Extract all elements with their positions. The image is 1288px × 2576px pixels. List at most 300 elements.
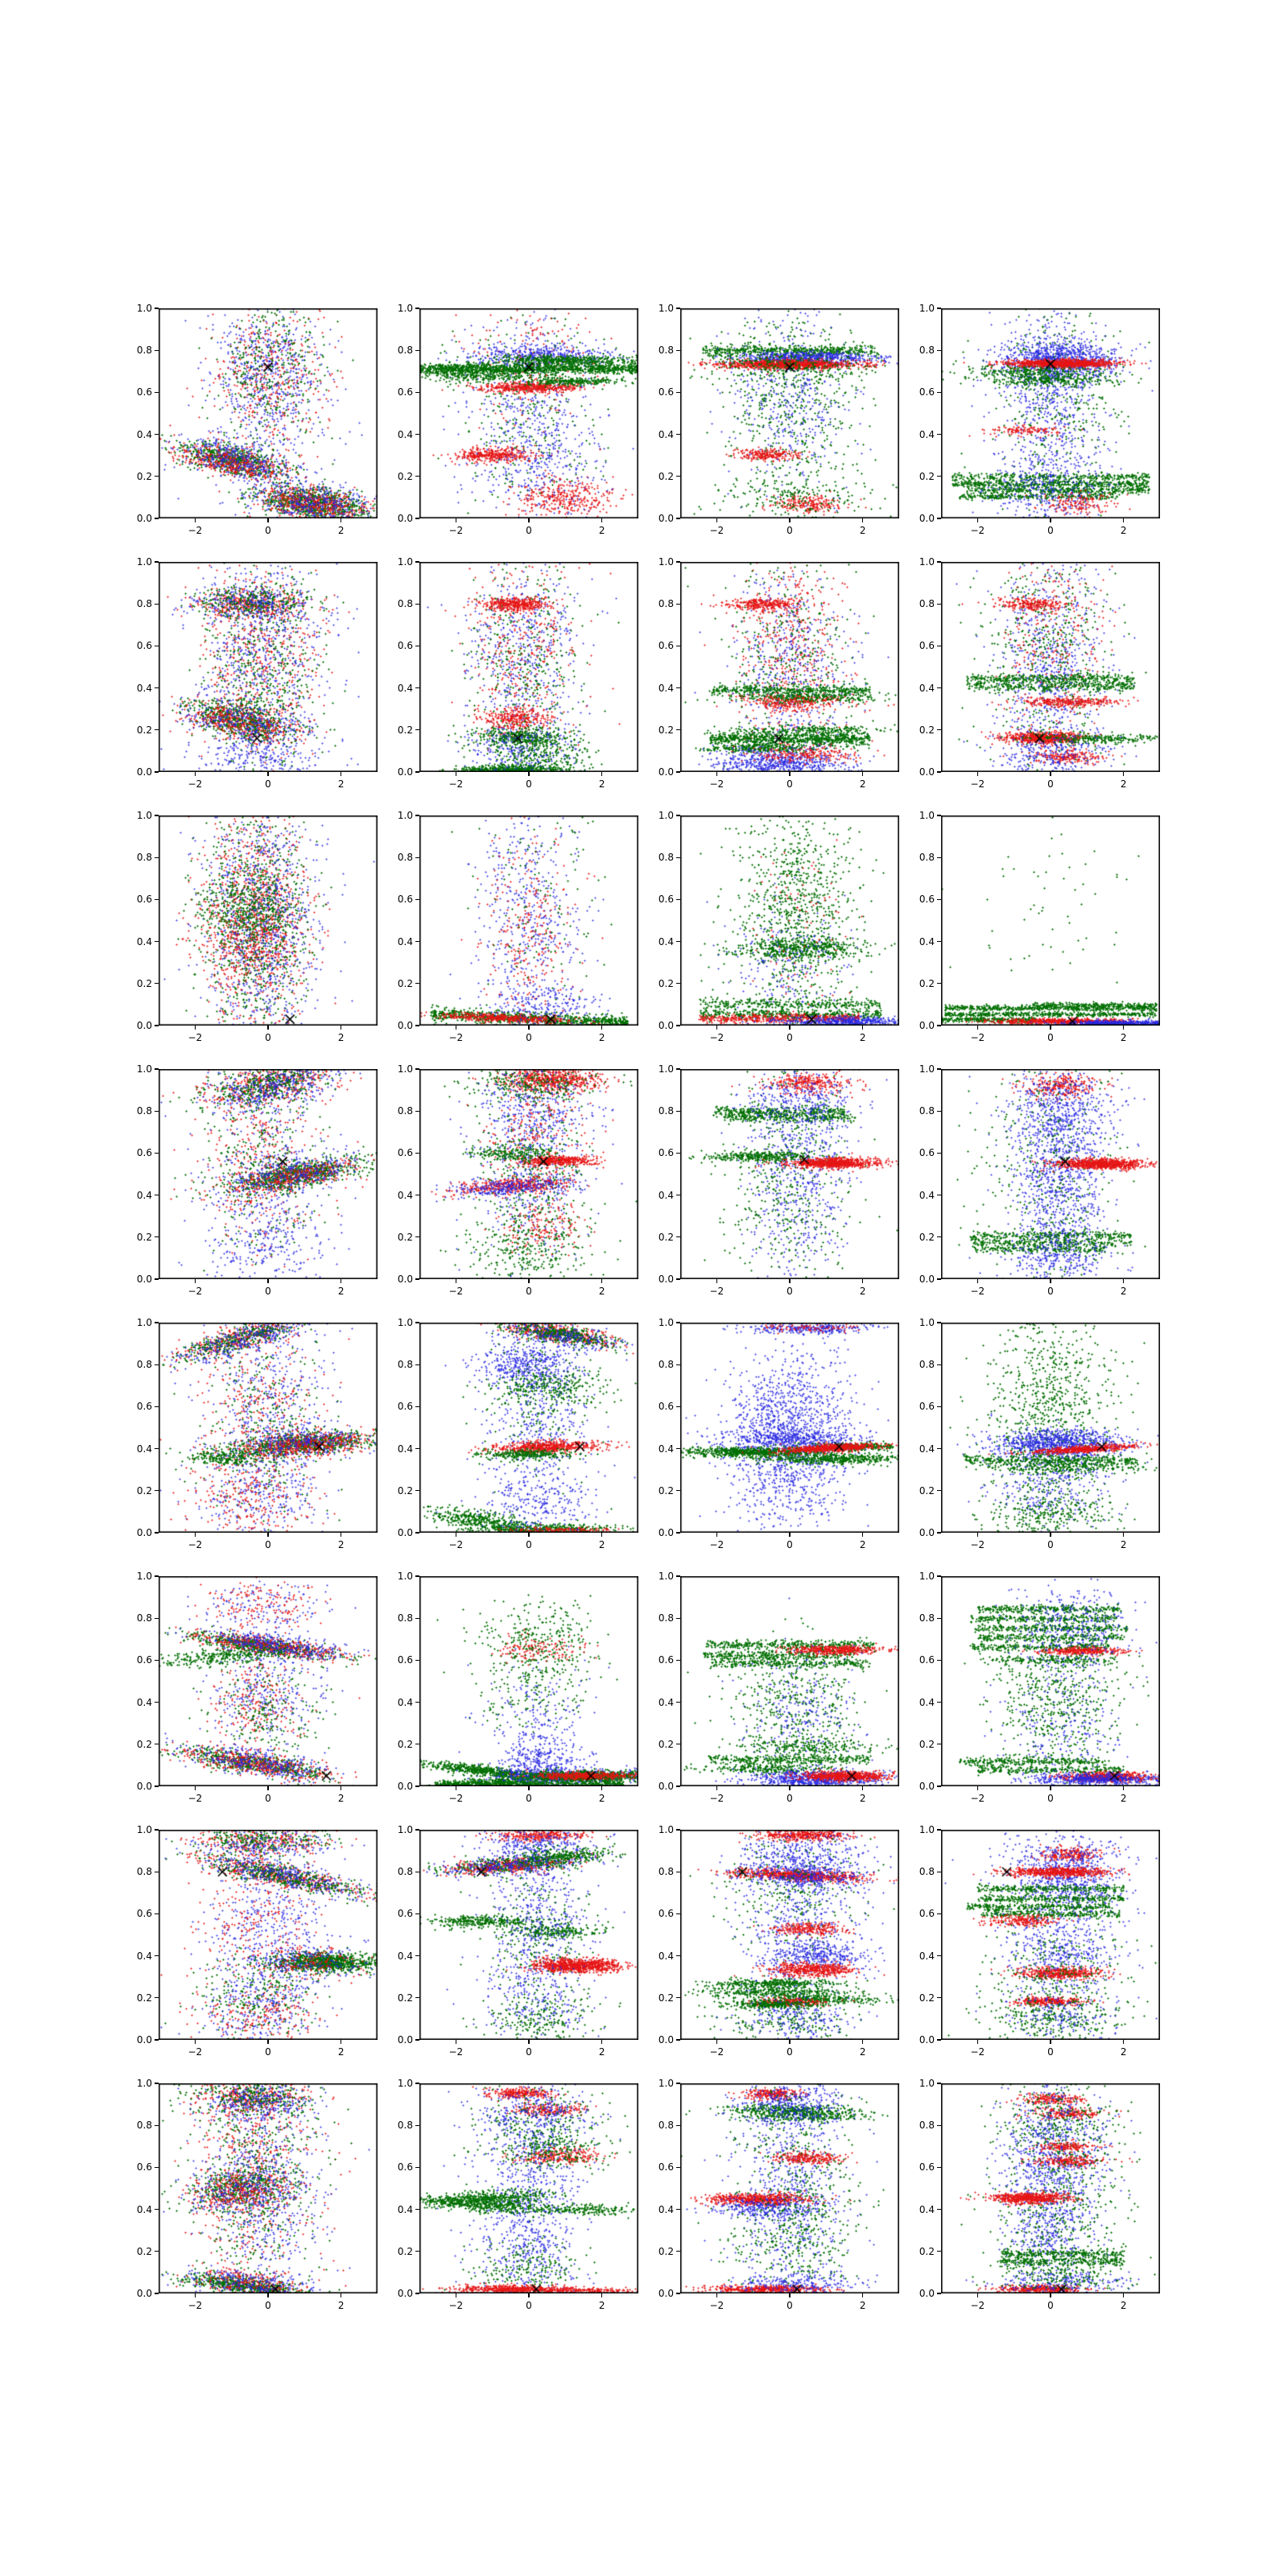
- x-tick: [267, 2293, 268, 2297]
- y-tick-label: 0.2: [658, 470, 674, 482]
- x-tick: [601, 1026, 602, 1030]
- y-tick: [676, 2039, 680, 2040]
- y-tick-label: 0.2: [397, 1484, 413, 1496]
- y-tick-label: 0.2: [919, 1231, 935, 1243]
- x-tick-label: −2: [709, 525, 724, 536]
- y-tick-label: 0.0: [397, 1527, 413, 1538]
- y-tick-label: 0.8: [658, 345, 674, 357]
- x-tick: [716, 2040, 717, 2044]
- y-tick: [415, 1490, 419, 1491]
- y-tick: [676, 1702, 680, 1703]
- y-tick-label: 0.2: [136, 1738, 152, 1750]
- x-tick-label: 0: [1047, 778, 1054, 790]
- subplot-r6c1: [136, 1571, 378, 1804]
- y-tick-label: 0.6: [136, 1908, 152, 1920]
- x-tick-label: −2: [188, 1793, 203, 1804]
- x-tick: [862, 1533, 863, 1537]
- x-tick-label: −2: [709, 1539, 724, 1550]
- scatter-canvas: [159, 2083, 378, 2293]
- y-tick-label: 0.6: [136, 1147, 152, 1159]
- y-tick-label: 0.6: [658, 386, 674, 398]
- y-tick-label: 0.4: [397, 428, 413, 440]
- y-tick: [937, 1913, 941, 1914]
- y-tick: [415, 2167, 419, 2168]
- y-tick-label: 0.0: [136, 766, 152, 778]
- x-tick-label: 0: [786, 1539, 793, 1550]
- x-tick: [601, 1279, 602, 1283]
- y-tick: [155, 1068, 159, 1069]
- x-tick: [195, 2293, 196, 2297]
- y-tick-label: 0.6: [397, 894, 413, 906]
- y-tick: [676, 392, 680, 393]
- x-tick: [716, 2293, 717, 2297]
- y-tick: [937, 1702, 941, 1703]
- x-tick-label: 2: [598, 1793, 605, 1804]
- x-tick-label: −2: [448, 1032, 464, 1043]
- x-tick-label: 2: [859, 2300, 866, 2311]
- y-tick-label: 0.2: [397, 1231, 413, 1243]
- y-tick-label: 0.6: [136, 1654, 152, 1666]
- y-tick-label: 0.8: [919, 1866, 935, 1878]
- x-tick-label: 2: [1120, 2046, 1127, 2058]
- subplot-r2c2: [397, 556, 638, 790]
- x-tick-label: 0: [526, 1032, 532, 1043]
- scatter-canvas: [419, 815, 638, 1026]
- y-tick-label: 0.8: [919, 852, 935, 864]
- y-tick-label: 0.8: [397, 2120, 413, 2132]
- x-tick-label: −2: [188, 778, 203, 790]
- y-tick-label: 1.0: [397, 1063, 413, 1075]
- x-tick: [528, 2293, 529, 2297]
- y-tick-label: 1.0: [658, 1571, 674, 1582]
- scatter-canvas: [159, 1830, 378, 2040]
- x-tick: [1123, 2293, 1124, 2297]
- x-tick-label: −2: [448, 778, 464, 790]
- scatter-canvas: [159, 815, 378, 1026]
- x-tick-label: 0: [786, 2046, 793, 2058]
- y-tick: [676, 1785, 680, 1786]
- y-tick: [415, 350, 419, 351]
- y-tick: [676, 1153, 680, 1154]
- y-tick: [415, 1785, 419, 1786]
- y-tick-label: 0.4: [136, 1696, 152, 1708]
- y-tick-label: 1.0: [919, 1063, 935, 1075]
- y-tick: [415, 729, 419, 730]
- y-tick-label: 0.0: [919, 1781, 935, 1792]
- x-tick-label: 2: [859, 1032, 866, 1043]
- x-tick: [528, 772, 529, 776]
- y-tick: [937, 392, 941, 393]
- y-tick: [676, 2209, 680, 2210]
- x-tick-label: 2: [337, 1032, 345, 1043]
- y-tick: [415, 2125, 419, 2126]
- x-tick-label: −2: [448, 2046, 464, 2058]
- y-tick-label: 0.0: [658, 1020, 674, 1031]
- scatter-canvas: [941, 1069, 1160, 1279]
- y-tick: [415, 1111, 419, 1112]
- y-tick-label: 0.8: [397, 852, 413, 864]
- x-tick-label: −2: [970, 2300, 985, 2311]
- x-tick-label: 0: [786, 778, 793, 790]
- y-tick: [415, 941, 419, 942]
- y-tick: [937, 1785, 941, 1786]
- y-tick-label: 0.4: [919, 428, 935, 440]
- x-tick-label: −2: [709, 1032, 724, 1043]
- y-tick: [676, 561, 680, 562]
- y-tick-label: 1.0: [658, 2078, 674, 2089]
- subplot-r5c1: [136, 1317, 378, 1550]
- y-tick: [155, 1364, 159, 1365]
- y-tick-label: 1.0: [658, 556, 674, 568]
- y-tick: [155, 1278, 159, 1279]
- x-tick-label: 0: [526, 1539, 532, 1550]
- x-tick: [1050, 772, 1051, 776]
- x-tick: [528, 1279, 529, 1283]
- x-tick: [716, 1533, 717, 1537]
- y-tick-label: 0.6: [919, 894, 935, 906]
- y-tick: [155, 392, 159, 393]
- x-tick-label: 2: [598, 525, 605, 536]
- y-tick-label: 0.6: [397, 640, 413, 652]
- x-tick: [528, 1533, 529, 1537]
- x-tick: [862, 2293, 863, 2297]
- y-tick: [415, 1702, 419, 1703]
- x-tick: [789, 1533, 790, 1537]
- subplot-r3c2: [397, 810, 638, 1043]
- y-tick: [155, 2167, 159, 2168]
- y-tick-label: 0.0: [136, 1274, 152, 1285]
- y-tick: [415, 392, 419, 393]
- x-tick-label: 0: [1047, 2300, 1054, 2311]
- y-tick-label: 0.6: [658, 1908, 674, 1920]
- y-tick-label: 0.2: [136, 1231, 152, 1243]
- y-tick: [676, 1490, 680, 1491]
- scatter-canvas: [941, 1576, 1160, 1786]
- x-tick-label: −2: [448, 1793, 464, 1804]
- x-tick-label: 2: [337, 2046, 345, 2058]
- x-tick-label: 0: [265, 525, 271, 536]
- y-tick: [155, 2209, 159, 2210]
- x-tick-label: −2: [709, 2046, 724, 2058]
- y-tick: [415, 1532, 419, 1533]
- x-tick-label: 0: [265, 1539, 271, 1550]
- y-tick: [415, 771, 419, 772]
- y-tick-label: 0.2: [919, 2245, 935, 2257]
- y-tick-label: 0.8: [919, 1612, 935, 1624]
- x-tick-label: 0: [265, 778, 271, 790]
- y-tick-label: 0.6: [919, 1908, 935, 1920]
- y-tick: [415, 1618, 419, 1619]
- y-tick-label: 0.8: [397, 598, 413, 610]
- y-tick: [155, 1618, 159, 1619]
- y-tick: [937, 2167, 941, 2168]
- y-tick: [676, 1364, 680, 1365]
- y-tick-label: 0.6: [397, 1147, 413, 1159]
- x-tick-label: 2: [859, 1793, 866, 1804]
- y-tick-label: 1.0: [658, 1063, 674, 1075]
- x-tick: [1050, 2040, 1051, 2044]
- x-tick-label: 2: [598, 1032, 605, 1043]
- y-tick: [937, 1829, 941, 1830]
- y-tick-label: 1.0: [136, 2078, 152, 2089]
- subplot-r8c4: [919, 2078, 1160, 2311]
- subplot-r7c2: [397, 1824, 638, 2058]
- x-tick: [528, 1786, 529, 1790]
- x-tick-label: −2: [970, 1032, 985, 1043]
- y-tick: [937, 2251, 941, 2252]
- x-tick: [862, 1026, 863, 1030]
- x-tick: [789, 2040, 790, 2044]
- x-tick: [601, 2040, 602, 2044]
- y-tick: [415, 857, 419, 858]
- y-tick-label: 0.0: [397, 1274, 413, 1285]
- y-tick: [415, 1364, 419, 1365]
- y-tick-label: 0.4: [397, 1696, 413, 1708]
- y-tick: [937, 729, 941, 730]
- y-tick: [415, 1448, 419, 1449]
- y-tick-label: 0.4: [136, 1950, 152, 1962]
- x-tick-label: 2: [598, 2046, 605, 2058]
- y-tick-label: 0.2: [658, 724, 674, 736]
- y-tick: [676, 983, 680, 984]
- y-tick-label: 0.6: [658, 1654, 674, 1666]
- x-tick-label: −2: [188, 1286, 203, 1297]
- x-tick-label: −2: [970, 1793, 985, 1804]
- y-tick: [937, 983, 941, 984]
- x-tick-label: 0: [786, 2300, 793, 2311]
- x-tick: [977, 518, 978, 522]
- y-tick: [155, 729, 159, 730]
- y-tick: [155, 2039, 159, 2040]
- x-tick: [789, 2293, 790, 2297]
- y-tick-label: 0.4: [919, 1696, 935, 1708]
- x-tick: [716, 1279, 717, 1283]
- y-tick-label: 0.8: [658, 1612, 674, 1624]
- y-tick: [415, 2209, 419, 2210]
- y-tick: [676, 2125, 680, 2126]
- y-tick: [155, 1448, 159, 1449]
- x-tick-label: 2: [598, 1286, 605, 1297]
- x-tick: [1123, 1533, 1124, 1537]
- x-tick: [528, 518, 529, 522]
- y-tick-label: 0.2: [658, 1231, 674, 1243]
- x-tick-label: 0: [786, 1032, 793, 1043]
- x-tick-label: 0: [786, 525, 793, 536]
- y-tick-label: 0.0: [919, 1020, 935, 1031]
- y-tick: [155, 476, 159, 477]
- y-tick-label: 0.8: [919, 598, 935, 610]
- y-tick-label: 0.4: [136, 1443, 152, 1455]
- y-tick: [937, 476, 941, 477]
- x-tick-label: 2: [337, 1793, 345, 1804]
- y-tick: [155, 941, 159, 942]
- x-tick-label: 2: [337, 525, 345, 536]
- x-tick: [601, 1533, 602, 1537]
- y-tick: [676, 1406, 680, 1407]
- x-tick: [716, 1786, 717, 1790]
- y-tick-label: 0.2: [136, 2245, 152, 2257]
- subplot-r7c1: [136, 1824, 378, 2058]
- y-tick-label: 0.2: [397, 1992, 413, 2004]
- y-tick-label: 0.8: [397, 345, 413, 357]
- y-tick-label: 0.8: [658, 1105, 674, 1117]
- y-tick-label: 0.4: [919, 935, 935, 947]
- y-tick-label: 0.0: [919, 1274, 935, 1285]
- y-tick: [155, 1785, 159, 1786]
- y-tick: [676, 434, 680, 435]
- y-tick-label: 0.0: [658, 766, 674, 778]
- y-tick-label: 0.2: [919, 470, 935, 482]
- y-tick-label: 1.0: [919, 1824, 935, 1835]
- x-tick: [789, 1026, 790, 1030]
- y-tick: [937, 941, 941, 942]
- y-tick: [937, 857, 941, 858]
- y-tick-label: 1.0: [136, 1063, 152, 1075]
- y-tick: [415, 604, 419, 605]
- y-tick-label: 0.6: [136, 2161, 152, 2174]
- y-tick: [415, 1829, 419, 1830]
- x-tick: [195, 1533, 196, 1537]
- y-tick-label: 1.0: [397, 2078, 413, 2089]
- y-tick: [155, 1913, 159, 1914]
- y-tick-label: 0.0: [658, 513, 674, 524]
- x-tick: [1050, 2293, 1051, 2297]
- y-tick-label: 0.4: [397, 2203, 413, 2215]
- y-tick-label: 0.2: [397, 1738, 413, 1750]
- x-tick-label: 0: [265, 1286, 271, 1297]
- y-tick: [676, 476, 680, 477]
- y-tick: [676, 687, 680, 688]
- y-tick-label: 1.0: [136, 1317, 152, 1328]
- y-tick-label: 0.8: [397, 1359, 413, 1371]
- y-tick-label: 0.0: [136, 1527, 152, 1538]
- subplot-r1c4: [919, 303, 1160, 536]
- y-tick: [937, 1068, 941, 1069]
- y-tick: [937, 2209, 941, 2210]
- y-tick: [155, 604, 159, 605]
- y-tick-label: 0.2: [397, 470, 413, 482]
- y-tick-label: 0.6: [919, 1401, 935, 1413]
- y-tick: [155, 1532, 159, 1533]
- y-tick-label: 0.8: [136, 345, 152, 357]
- y-tick-label: 1.0: [919, 303, 935, 314]
- y-tick-label: 0.2: [136, 724, 152, 736]
- y-tick-label: 1.0: [919, 1317, 935, 1328]
- scatter-canvas: [941, 2083, 1160, 2293]
- y-tick-label: 0.4: [919, 1189, 935, 1201]
- x-tick-label: 0: [526, 525, 532, 536]
- y-tick: [676, 1068, 680, 1069]
- x-tick: [716, 1026, 717, 1030]
- x-tick-label: −2: [709, 778, 724, 790]
- y-tick-label: 0.6: [397, 386, 413, 398]
- y-tick: [937, 1153, 941, 1154]
- x-tick: [195, 2040, 196, 2044]
- subplot-r3c4: [919, 810, 1160, 1043]
- y-tick: [676, 1955, 680, 1956]
- x-tick: [267, 2040, 268, 2044]
- scatter-canvas: [159, 562, 378, 772]
- y-tick: [676, 857, 680, 858]
- y-tick-label: 0.0: [658, 2034, 674, 2046]
- scatter-canvas: [680, 308, 899, 518]
- x-tick: [267, 518, 268, 522]
- y-tick: [155, 1660, 159, 1661]
- y-tick-label: 0.0: [658, 1781, 674, 1792]
- y-tick-label: 1.0: [397, 1824, 413, 1835]
- y-tick: [676, 771, 680, 772]
- y-tick-label: 0.8: [136, 1359, 152, 1371]
- x-tick: [716, 772, 717, 776]
- y-tick: [155, 1236, 159, 1237]
- y-tick-label: 0.8: [658, 1359, 674, 1371]
- y-tick: [155, 1153, 159, 1154]
- scatter-canvas: [941, 1323, 1160, 1533]
- y-tick-label: 1.0: [658, 1824, 674, 1835]
- y-tick: [155, 1997, 159, 1998]
- x-tick-label: −2: [188, 2046, 203, 2058]
- y-tick-label: 0.2: [136, 977, 152, 989]
- y-tick-label: 0.4: [136, 2203, 152, 2215]
- x-tick: [977, 772, 978, 776]
- x-tick: [977, 1026, 978, 1030]
- y-tick: [155, 1406, 159, 1407]
- y-tick: [415, 1913, 419, 1914]
- y-tick-label: 0.4: [658, 428, 674, 440]
- y-tick: [155, 2125, 159, 2126]
- y-tick: [676, 604, 680, 605]
- x-tick-label: 2: [1120, 1539, 1127, 1550]
- x-tick-label: 0: [526, 2300, 532, 2311]
- scatter-canvas: [159, 1576, 378, 1786]
- y-tick-label: 0.8: [136, 1612, 152, 1624]
- x-tick-label: 2: [859, 525, 866, 536]
- y-tick: [676, 1278, 680, 1279]
- y-tick: [937, 1322, 941, 1323]
- y-tick-label: 0.4: [658, 1696, 674, 1708]
- x-tick-label: 2: [859, 2046, 866, 2058]
- scatter-canvas: [419, 1323, 638, 1533]
- x-tick: [195, 772, 196, 776]
- y-tick-label: 0.6: [136, 1401, 152, 1413]
- scatter-canvas: [680, 1576, 899, 1786]
- y-tick-label: 0.0: [658, 2288, 674, 2299]
- y-tick-label: 0.2: [658, 1738, 674, 1750]
- x-tick: [195, 1786, 196, 1790]
- x-tick: [1050, 1533, 1051, 1537]
- x-tick: [195, 1026, 196, 1030]
- y-tick-label: 0.8: [658, 598, 674, 610]
- x-tick-label: 2: [1120, 1032, 1127, 1043]
- y-tick: [676, 1997, 680, 1998]
- x-tick-label: −2: [448, 1539, 464, 1550]
- subplot-r4c2: [397, 1063, 638, 1297]
- y-tick-label: 0.2: [919, 1484, 935, 1496]
- scatter-canvas: [419, 1069, 638, 1279]
- y-tick: [155, 1111, 159, 1112]
- x-tick-label: −2: [709, 1286, 724, 1297]
- scatter-canvas: [680, 1323, 899, 1533]
- y-tick-label: 1.0: [136, 303, 152, 314]
- scatter-canvas: [419, 1830, 638, 2040]
- subplot-r3c3: [658, 810, 899, 1043]
- y-tick: [937, 1406, 941, 1407]
- x-tick-label: 0: [1047, 1032, 1054, 1043]
- y-tick-label: 0.6: [397, 1401, 413, 1413]
- y-tick-label: 0.6: [658, 640, 674, 652]
- y-tick-label: 0.2: [658, 1484, 674, 1496]
- x-tick: [1050, 1026, 1051, 1030]
